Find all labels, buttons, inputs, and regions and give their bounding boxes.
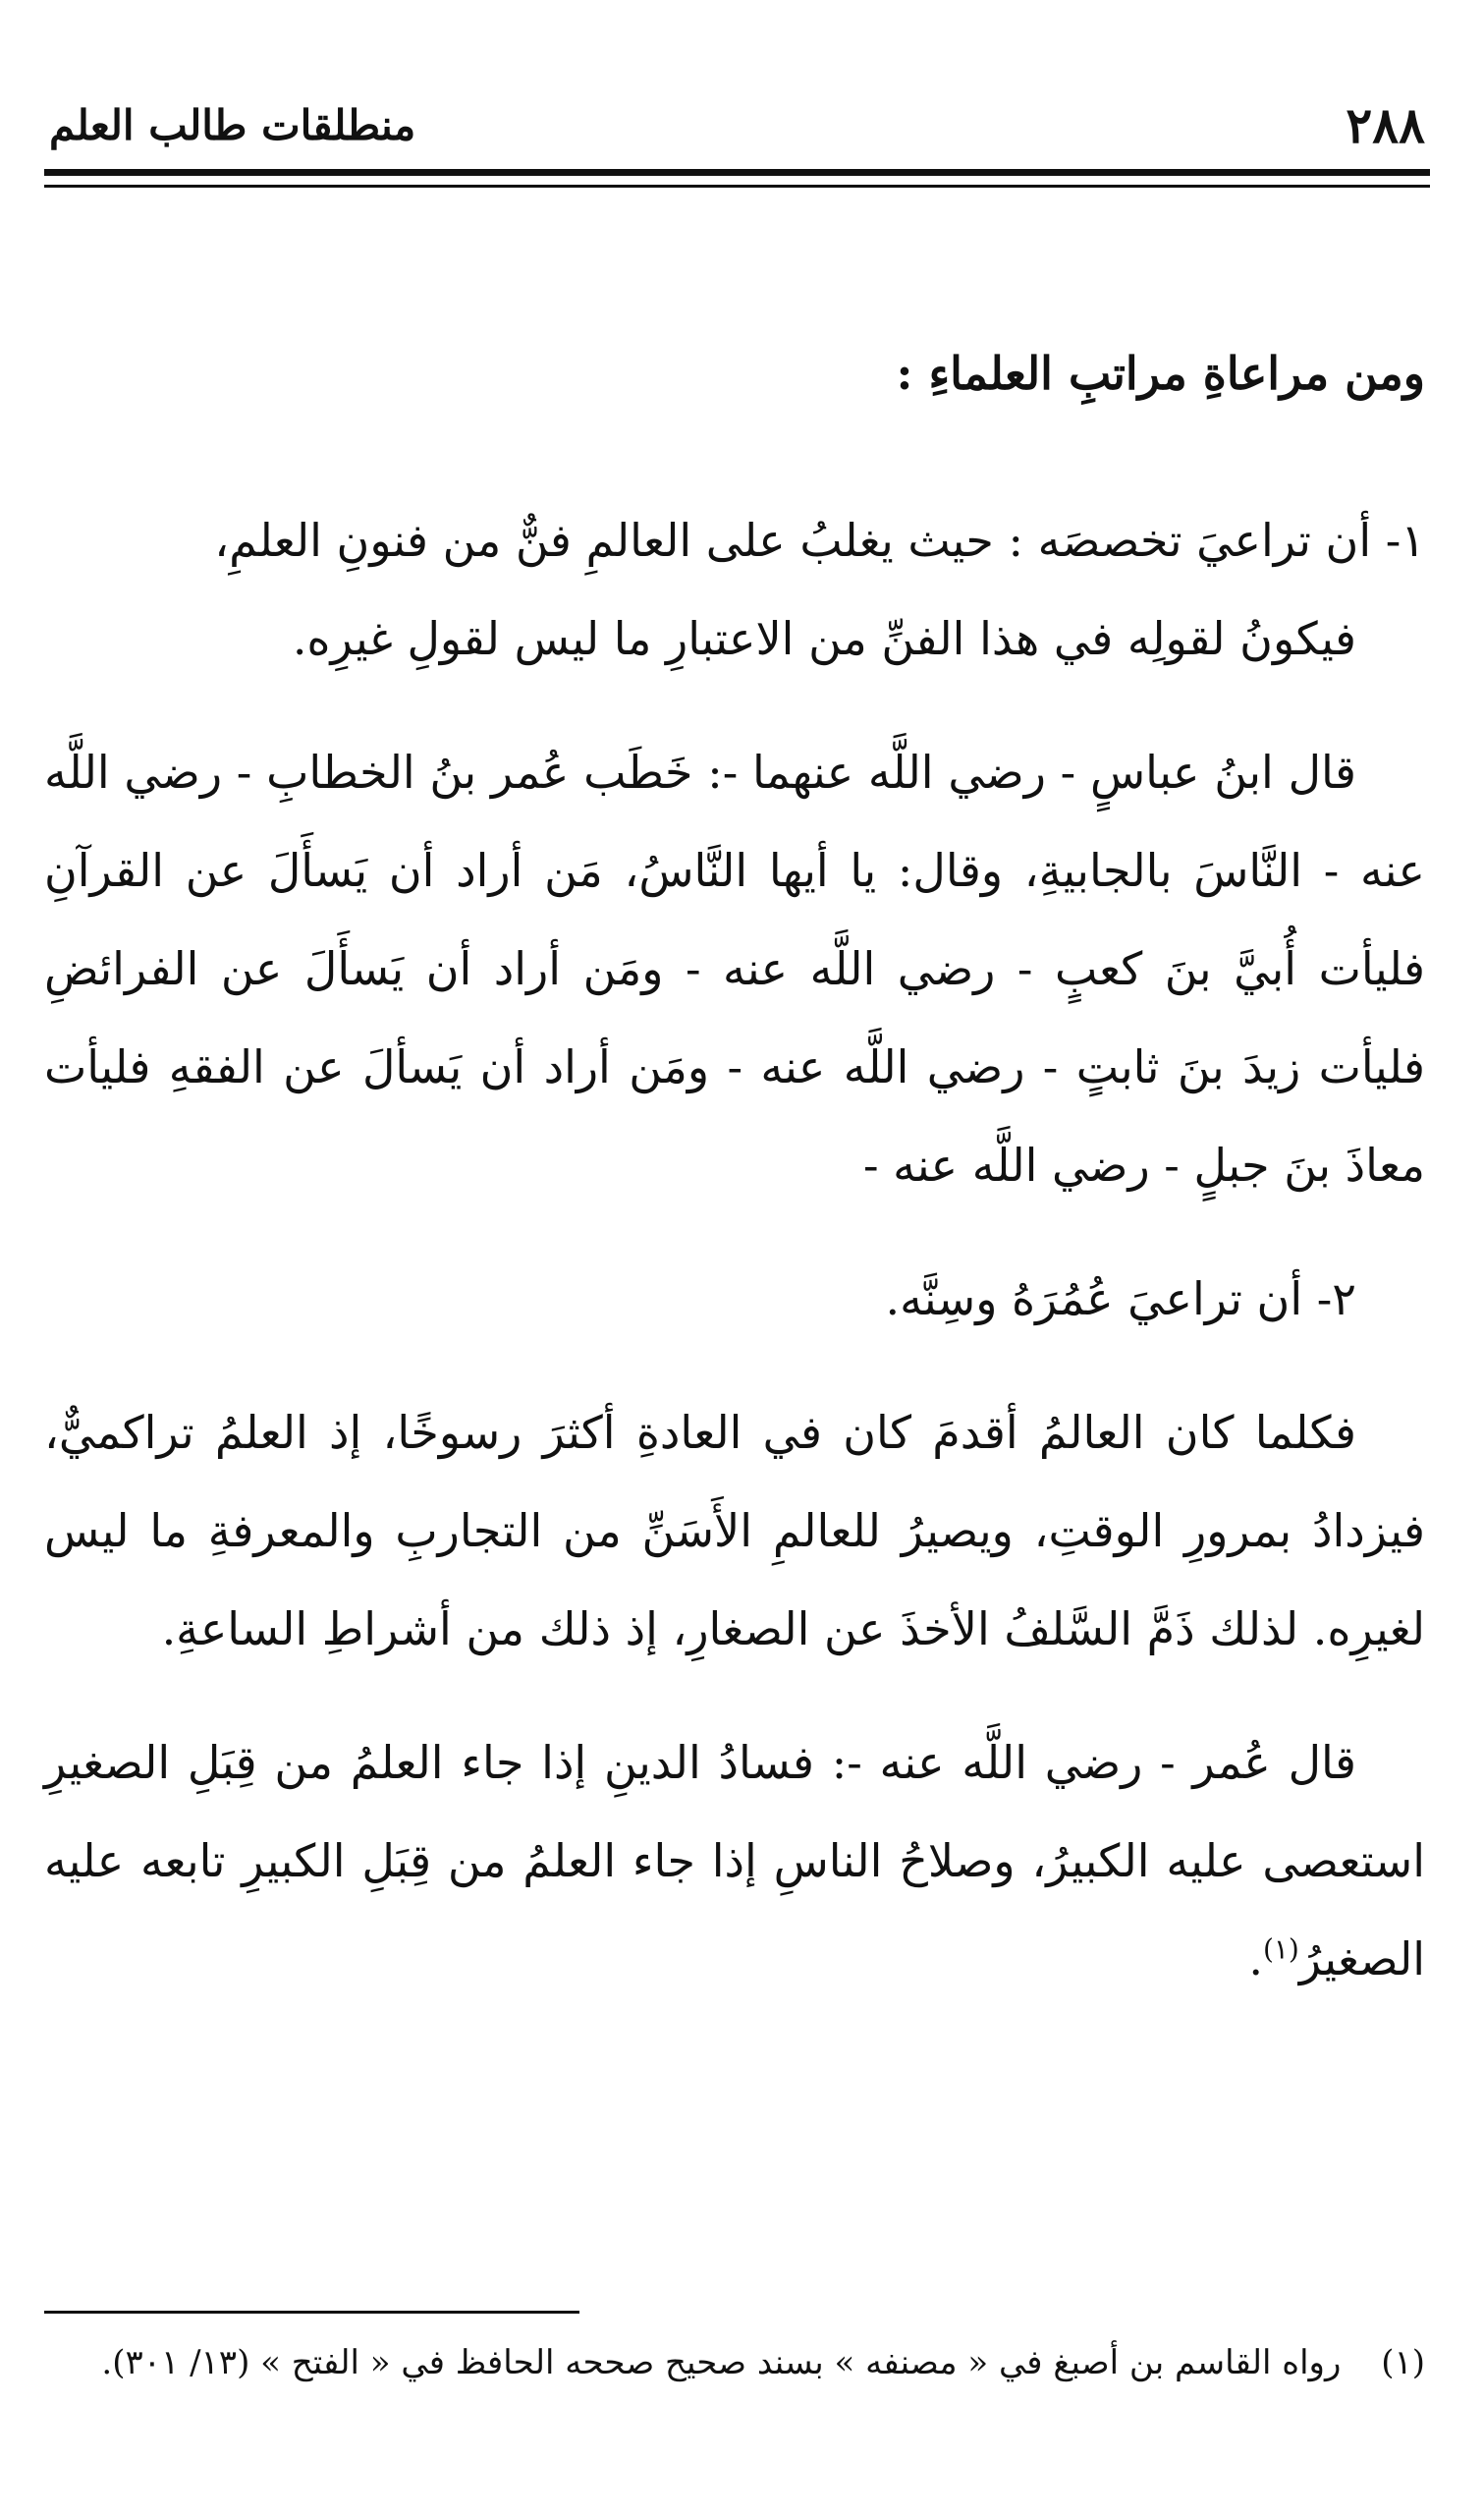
footnote-marker: (١) xyxy=(1381,2343,1425,2382)
umar-quote-text: قال عُمر - رضي اللَّه عنه -: فسادُ الدينِ إذا جاء العلمُ من قِبَلِ الصغيرِ استعصى عليه الكبيرُ، وصلاحُ الناسِ إذا جاء العلمُ من قِبَلِ الكبيرِ تابعه عليه الصغيرُ xyxy=(44,1736,1425,1985)
paragraph-umar-quote xyxy=(44,1713,1425,2008)
footnote xyxy=(44,2333,1425,2392)
footnote-separator xyxy=(44,2311,579,2314)
header-rule-thick xyxy=(44,169,1430,176)
list-item-specialty-line1: ١- أن تراعيَ تخصصَه : حيث يغلبُ على العالمِ فنٌّ من فنونِ العلمِ، xyxy=(214,514,1425,567)
list-item-specialty xyxy=(44,491,1425,688)
list-item-age: ٢- أن تراعيَ عُمُرَهُ وسِنَّه. xyxy=(885,1272,1356,1325)
list-item-specialty-line2: فيكونُ لقولِه في هذا الفنِّ من الاعتبارِ ما ليس لقولِ غيرِه. xyxy=(292,612,1356,665)
paragraph-seniority: فكلما كان العالمُ أقدمَ كان في العادةِ أكثرَ رسوخًا، إذ العلمُ تراكميٌّ، فيزدادُ بمرورِ الوقتِ، ويصيرُ للعالمِ الأَسَنِّ من التجاربِ والمعرفةِ ما ليس لغيرِه. لذلك ذَمَّ السَّلفُ الأخذَ عن الصغارِ، إذ ذلك من أشراطِ الساعةِ. xyxy=(44,1406,1425,1655)
umar-quote-period: . xyxy=(1248,1932,1263,1985)
section-heading: ومن مراعاةِ مراتبِ العلماءِ : xyxy=(896,347,1425,400)
page-number: ٢٨٨ xyxy=(1346,95,1425,154)
footnote-text: رواه القاسم بن أصبغ في « مصنفه » بسند صحيح صححه الحافظ في « الفتح » (١٣/ ٣٠١). xyxy=(101,2343,1342,2382)
header-rule-thin xyxy=(44,185,1430,188)
page-header xyxy=(49,90,1425,159)
paragraph-ibn-abbas: قال ابنُ عباسٍ - رضي اللَّه عنهما -: خَطَب عُمر بنُ الخطابِ - رضي اللَّه عنه - النَّاسَ بالجابيةِ، وقال: يا أيها النَّاسُ، مَن أراد أن يَسأَلَ عن القرآنِ فليأت أُبيَّ بنَ كعبٍ - رضي اللَّه عنه - ومَن أراد أن يَسأَلَ عن الفرائضِ فليأت زيدَ بنَ ثابتٍ - رضي اللَّه عنه - ومَن أراد أن يَسألَ عن الفقهِ فليأت معاذَ بنَ جبلٍ - رضي اللَّه عنه - xyxy=(44,746,1426,1192)
footnote-reference[interactable]: (١) xyxy=(1262,1932,1299,1966)
running-title: منطلقات طالب العلم xyxy=(49,100,416,149)
main-text xyxy=(44,324,1425,2043)
